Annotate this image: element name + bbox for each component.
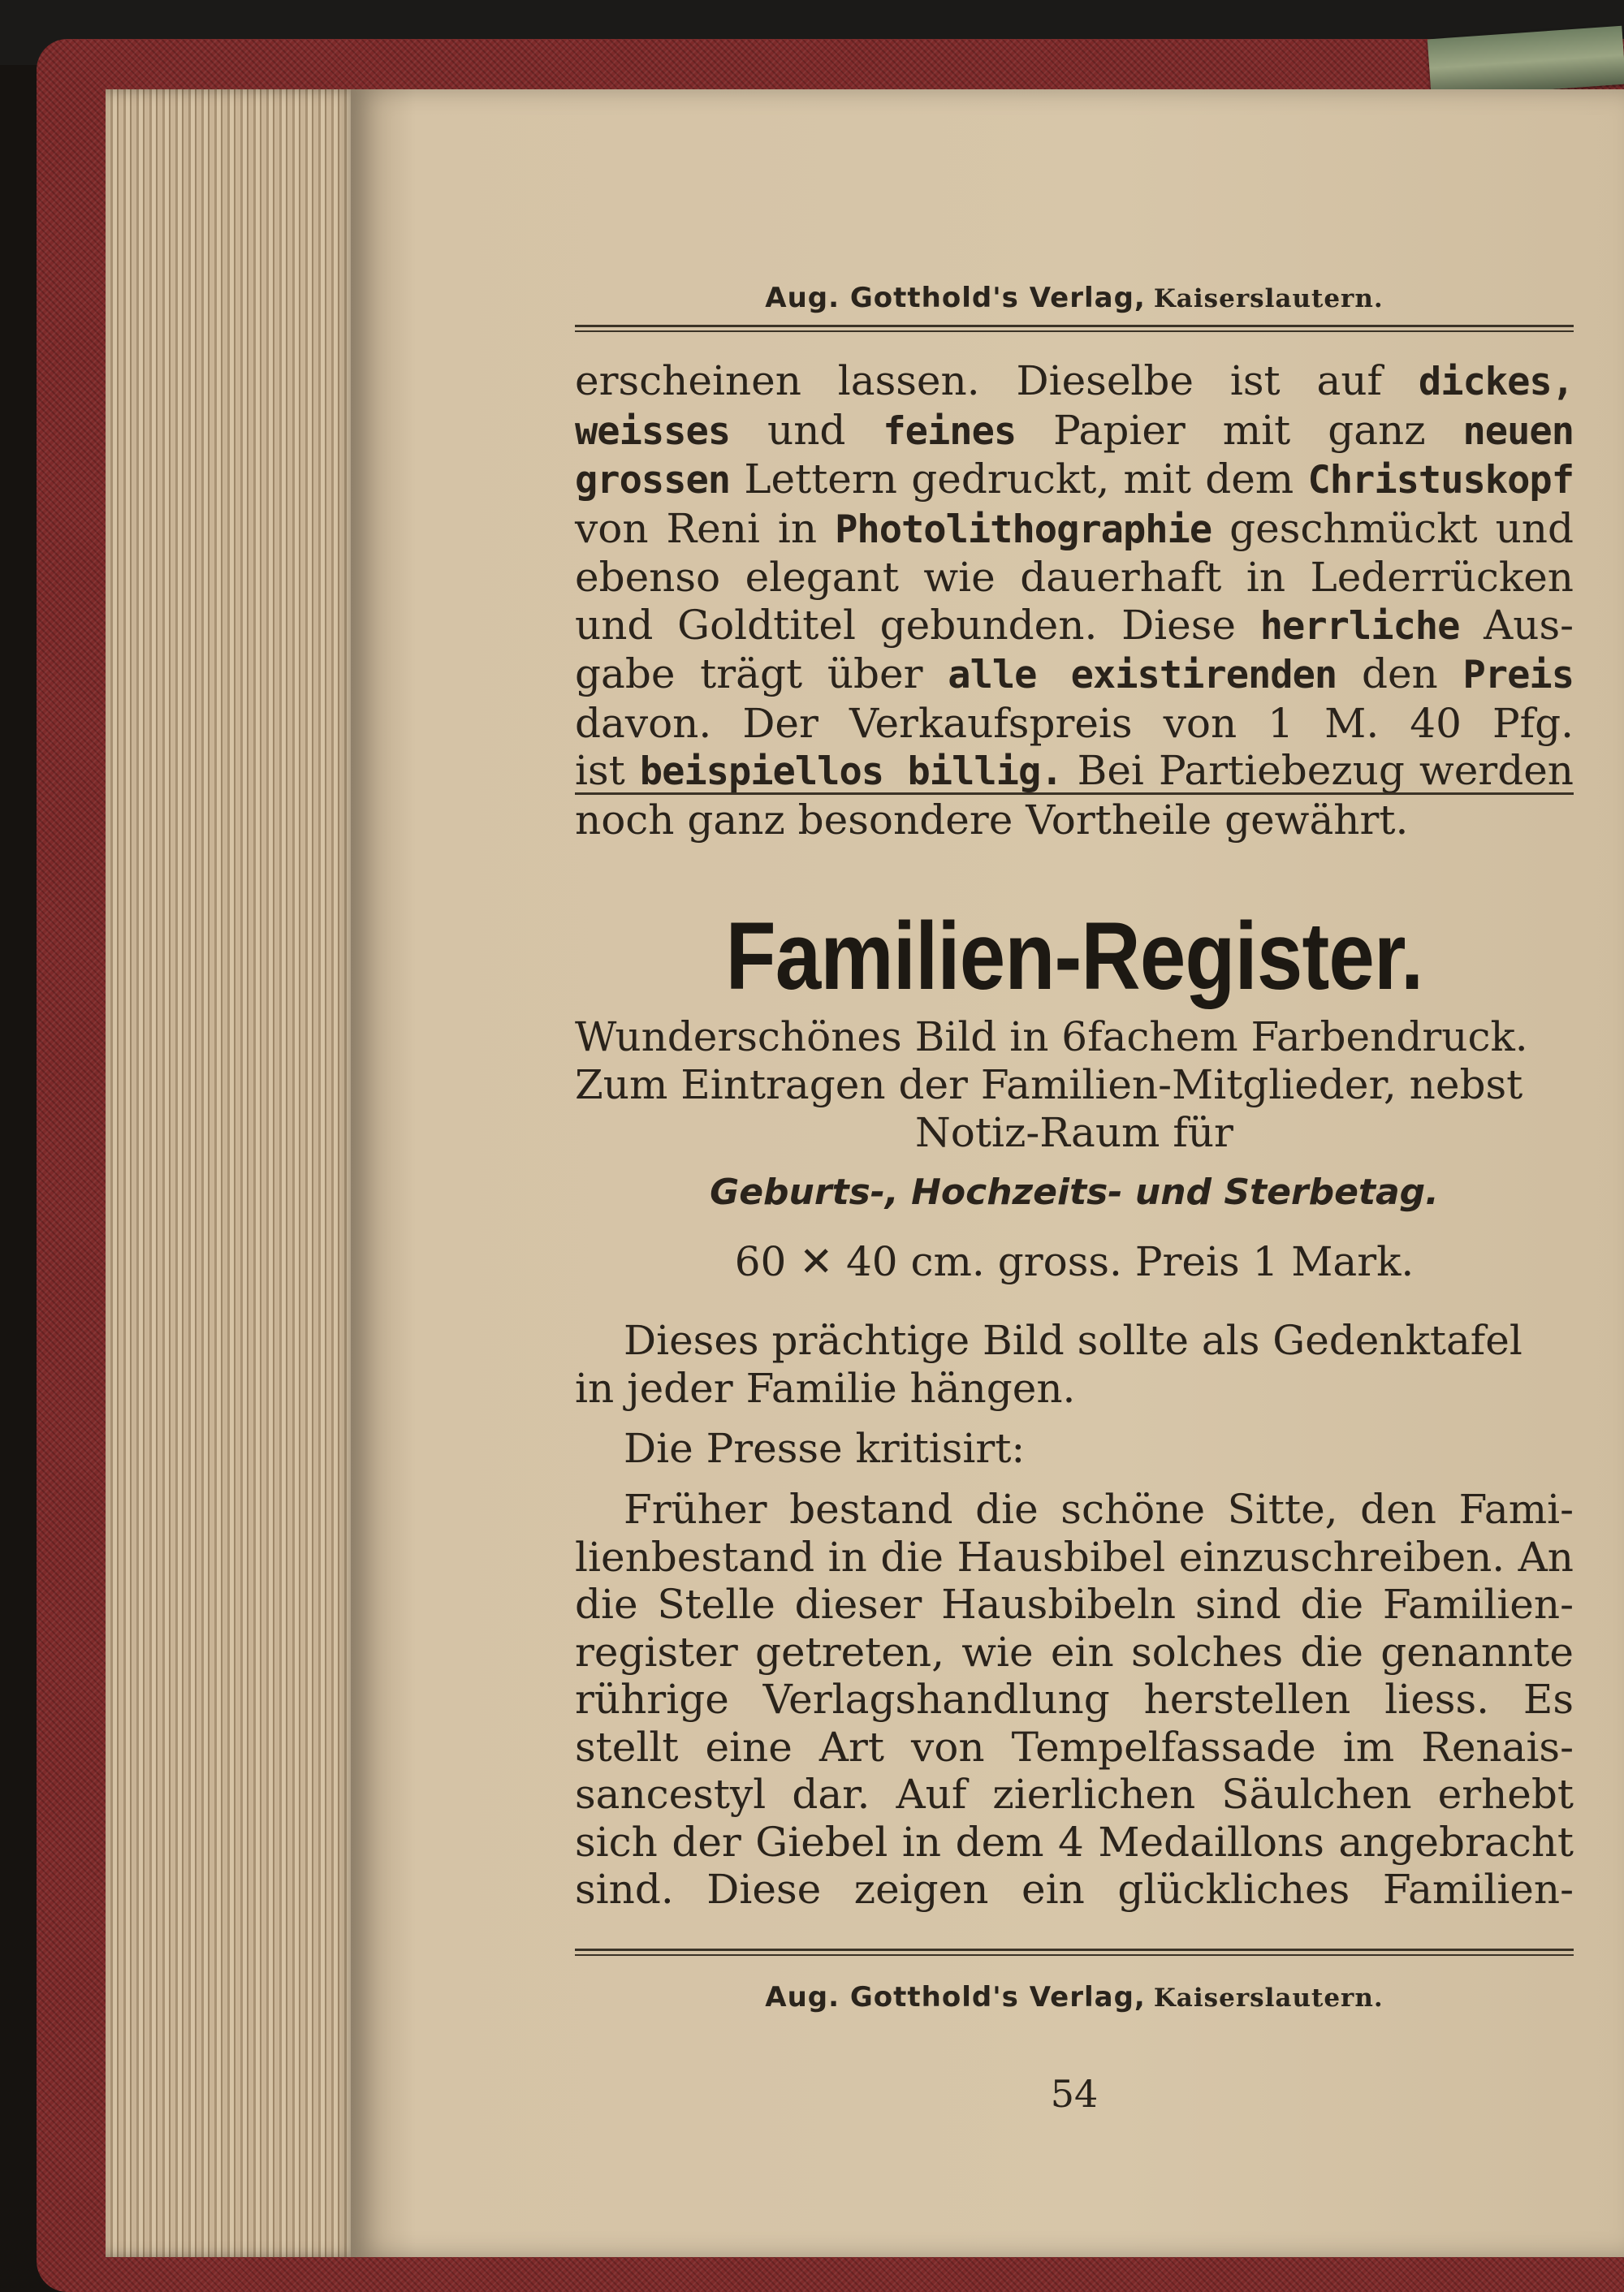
review-line: die Stelle dieser Hausbibeln sind die Familien- — [575, 1581, 1574, 1628]
intro-line — [575, 747, 1574, 796]
footer-rule-2 — [575, 1954, 1574, 1956]
header-city: Kaiserslautern. — [1153, 284, 1384, 313]
intro-paragraph — [575, 357, 1574, 844]
subtitle-line-1: Wunderschönes Bild in 6fachem Farbendruck. — [575, 1013, 1528, 1060]
dates-line: Geburts-, Hochzeits- und Sterbetag. — [710, 1172, 1439, 1213]
running-footer — [575, 1981, 1574, 2014]
intro-line — [575, 554, 1574, 602]
text: gabe trägt über — [575, 650, 948, 697]
text: ist — [575, 747, 640, 794]
review-line: Früher bestand die schöne Sitte, den Fami- — [624, 1486, 1574, 1533]
intro-line — [575, 602, 1574, 651]
bold-text: feines — [883, 408, 1017, 454]
text: von Reni in — [575, 504, 836, 552]
book-page — [351, 89, 1624, 2257]
text: Lettern gedruckt, mit dem — [730, 455, 1308, 503]
header-rule-2 — [575, 330, 1574, 332]
bold-text: Photolithographie — [835, 507, 1212, 552]
bold-text: neuen — [1462, 408, 1574, 454]
text: ebenso elegant wie dauerhaft in Lederrücken — [575, 554, 1574, 601]
size-price: 60 ✕ 40 cm. gross. Preis 1 Mark. — [734, 1238, 1415, 1285]
intro-line — [575, 650, 1574, 700]
text: davon. Der Verkaufspreis von 1 M. 40 Pfg. — [575, 699, 1574, 747]
review-paragraph — [575, 1486, 1574, 1914]
header-publisher: Aug. Gotthold's Verlag, — [765, 282, 1146, 314]
intro-line — [575, 407, 1574, 456]
review-line: stellt eine Art von Tempelfassade im Renais- — [575, 1723, 1574, 1771]
text: Bei Partiebezug werden — [1062, 747, 1574, 794]
footer-city: Kaiserslautern. — [1153, 1983, 1384, 2013]
page-edges — [106, 89, 357, 2257]
subtitle-line-2: Zum Eintragen der Familien-Mitglieder, nebst — [575, 1061, 1523, 1108]
intro-line — [575, 505, 1574, 555]
bold-text: weisses — [575, 408, 731, 454]
text: erscheinen lassen. Dieselbe ist auf — [575, 357, 1419, 404]
advert-title: Familien-Register. — [725, 903, 1423, 1010]
page-number: 54 — [1050, 2072, 1099, 2116]
review-line: rührige Verlagshandlung herstellen liess. Es — [575, 1676, 1574, 1723]
text: Papier mit ganz — [1016, 406, 1463, 454]
intro-line — [575, 700, 1574, 748]
footer-rule — [575, 1949, 1574, 1951]
bold-text: Preis — [1462, 653, 1574, 697]
intro-line — [575, 357, 1574, 407]
bold-text: alle existirenden — [948, 653, 1337, 697]
bold-text: beispiellos billig. — [639, 749, 1063, 794]
bold-text: Christuskopf — [1307, 458, 1574, 503]
section-divider — [575, 792, 1574, 795]
bold-text: grossen — [575, 458, 731, 503]
review-line: lienbestand in die Hausbibel einzuschreiben. An — [575, 1533, 1574, 1581]
header-rule — [575, 325, 1574, 327]
review-line: sind. Diese zeigen ein glückliches Familien- — [575, 1866, 1574, 1913]
running-header — [575, 282, 1574, 314]
text: und Goldtitel gebunden. Diese — [575, 601, 1260, 649]
intro-line — [575, 796, 1574, 844]
review-line: sich der Giebel in dem 4 Medaillons angebracht — [575, 1818, 1574, 1866]
subtitle-line-3: Notiz-Raum für — [915, 1109, 1233, 1156]
desc-line-1: Dieses prächtige Bild sollte als Gedenktafel — [624, 1317, 1522, 1364]
bold-text: dickes, — [1418, 360, 1574, 404]
text: und — [730, 406, 883, 454]
review-line: sancestyl dar. Auf zierlichen Säulchen erhebt — [575, 1771, 1574, 1818]
desc-line-2: in jeder Familie hängen. — [575, 1365, 1076, 1412]
bold-text: herrliche — [1259, 603, 1460, 649]
footer-publisher: Aug. Gotthold's Verlag, — [765, 1981, 1146, 2014]
text: noch ganz besondere Vortheile gewährt. — [575, 796, 1409, 844]
intro-line — [575, 455, 1574, 505]
press-label: Die Presse kritisirt: — [624, 1425, 1026, 1472]
text: geschmückt und — [1212, 504, 1574, 552]
text: den — [1337, 650, 1463, 697]
review-line: register getreten, wie ein solches die genannte — [575, 1628, 1574, 1676]
text: Aus- — [1459, 601, 1574, 649]
